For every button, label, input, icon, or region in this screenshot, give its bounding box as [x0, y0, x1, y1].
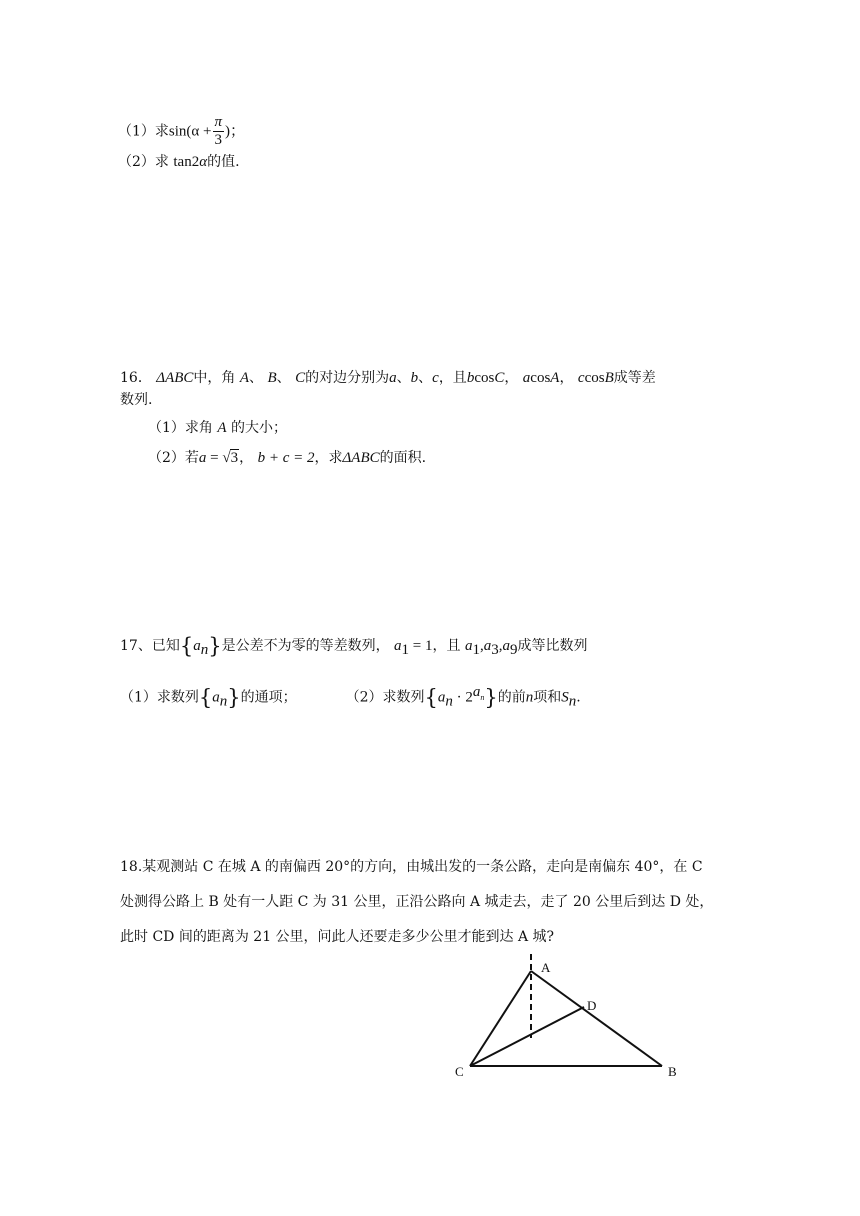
label-c: C [455, 1064, 464, 1079]
q16-text: 、 [396, 370, 411, 386]
q16-part1 [148, 418, 287, 438]
q16-text: ，且 [438, 370, 467, 386]
q15-part1-label: （1）求 [118, 123, 169, 140]
q17-part2-exp: an [472, 684, 485, 702]
label-a: A [541, 960, 551, 975]
q16-text: c [577, 370, 585, 386]
q16-text: 、 [418, 370, 433, 386]
q16-part1-var: A [217, 420, 227, 436]
q16-text: C [494, 370, 505, 386]
q15-fraction-denominator: 3 [214, 132, 222, 148]
right-brace-icon: } [484, 685, 498, 710]
q16-text: 、 [276, 370, 291, 386]
q16-text: C [295, 370, 306, 386]
q16-text: cos [584, 370, 605, 386]
q16-stem-line2: 数列. [120, 392, 153, 408]
q15-part1-expr-pre: sin(α + [168, 123, 212, 140]
q15-fraction-numerator: π [214, 114, 223, 130]
triangle-figure [440, 940, 700, 1090]
q16-text: A [550, 370, 560, 386]
q16-part2-bc: b + c = 2 [257, 450, 315, 466]
q17-part2-pre: （2）求数列 [345, 689, 425, 706]
q17-term-sub: 1 [472, 641, 480, 658]
q17-term: a [502, 638, 510, 654]
q16-text: ， [504, 370, 519, 386]
q17-number: 17、已知 [120, 638, 180, 654]
q17-term-sub: 3 [491, 641, 499, 658]
q16-text: 、 [249, 370, 264, 386]
q18-line2: 处测得公路上 B 处有一人距 C 为 31 公里，正沿公路向 A 城走去，走了 20 公里后到达 D 处， [120, 894, 714, 910]
segment-ca [470, 971, 531, 1066]
q17-seq: a [212, 689, 220, 706]
q17-a1-sub: 1 [401, 641, 410, 658]
segment-cd [470, 1007, 584, 1066]
segment-ab [531, 971, 662, 1066]
q17-part1-post: 的通项； [240, 689, 297, 706]
q16-text: A [239, 370, 250, 386]
q16-text: cos [530, 370, 551, 386]
q16-part2-tri: ΔABC [342, 450, 380, 466]
q16-stem-line1 [120, 368, 656, 388]
label-b: B [668, 1064, 677, 1079]
q17-part2-n: n [525, 689, 534, 706]
q18-line1: 18.某观测站 C 在城 A 的南偏西 20°的方向，由城出发的一条公路，走向是南偏东 40°，在 C [120, 859, 703, 875]
q16-text: a [389, 370, 397, 386]
q15-part2-alpha: α [199, 154, 208, 170]
q15-part2-label: （2）求 [118, 154, 169, 170]
q16-text: 成等差 [613, 370, 656, 386]
q16-part2-sqrt: 3 [230, 450, 239, 466]
q16-part2-pre: （2）若 [148, 450, 199, 466]
left-brace-icon: { [424, 685, 438, 710]
q16-number: 16． [120, 370, 152, 386]
q17-a1: a [394, 638, 402, 654]
q16-part1-post: 的大小； [231, 420, 287, 436]
q16-text: a [522, 370, 531, 386]
q16-part2-sep: ， [239, 450, 254, 466]
q17-a1-val: = 1 [409, 638, 433, 654]
q15-part1-fraction [213, 114, 225, 149]
q17-seq: a [437, 689, 446, 706]
q15-part1 [118, 114, 245, 149]
q16-part2-a: a [198, 450, 207, 466]
q17-text3: 成等比数列 [517, 638, 588, 654]
triangle-diagram [440, 940, 700, 1090]
q17-term-sub: 9 [509, 641, 518, 658]
q17-part1-pre: （1）求数列 [120, 689, 199, 706]
q16-part2-mid: ，求 [314, 450, 343, 466]
q17-part2-post-a: 的前 [497, 689, 526, 706]
q16-part2-eq: = [206, 450, 223, 466]
q17-seq-sub: n [219, 693, 228, 710]
q17-text1: 是公差不为零的等差数列， [221, 638, 390, 654]
q15-part1-expr-post: )； [225, 123, 246, 140]
q17-seq-sub: n [200, 641, 209, 658]
q17-text2: ，且 [432, 638, 461, 654]
q16-text: B [604, 370, 614, 386]
q17-part2-post-b: 项和 [533, 689, 562, 706]
q16-text: B [267, 370, 277, 386]
q16-text: ΔABC [156, 370, 194, 386]
q16-part1-pre: （1）求角 [148, 420, 213, 436]
q17-part2-S-sub: n [568, 693, 577, 710]
q16-text: ， [559, 370, 574, 386]
q17-parts: （1）求数列$\{a_n\}$的通项； （2）求数列$\{a_n \cdot 2^{a_n}\}$的前n项和$S_n$. [120, 684, 581, 710]
right-brace-icon: } [208, 634, 222, 658]
q16-text: c [432, 370, 439, 386]
q17-part2-S: S [561, 689, 569, 706]
q17-stem: 17、已知$\{a_n\}$是公差不为零的等差数列， $a_1 = 1$，且 $a_1,a_3,a_9$成等比数列 [120, 634, 588, 658]
left-brace-icon: { [198, 685, 213, 710]
q16-text: b [410, 370, 419, 386]
left-brace-icon: { [179, 634, 194, 658]
right-brace-icon: } [227, 685, 241, 710]
q16-text: 中，角 [193, 370, 236, 386]
q16-text: 的对边分别为 [305, 370, 390, 386]
q17-term: a [483, 638, 492, 654]
q17-part2-base: 2 [465, 689, 473, 706]
q15-part2-tail: 的值. [207, 154, 240, 170]
q17-part2-end: . [576, 689, 581, 706]
q16-text: b [466, 370, 475, 386]
q18-line3: 此时 CD 间的距离为 21 公里，问此人还要走多少公里才能到达 A 城? [120, 929, 555, 945]
label-d: D [587, 998, 597, 1013]
q15-part2-expr: tan2 [173, 154, 200, 170]
q16-text: cos [474, 370, 495, 386]
q17-seq-sub: n [445, 693, 453, 710]
sqrt-icon: √ [222, 450, 231, 466]
q17-term: a [464, 638, 473, 654]
q16-part2-post: 的面积. [379, 450, 427, 466]
q17-seq: a [193, 638, 201, 654]
q15-part2 [118, 152, 240, 172]
q16-part2 [148, 448, 426, 468]
